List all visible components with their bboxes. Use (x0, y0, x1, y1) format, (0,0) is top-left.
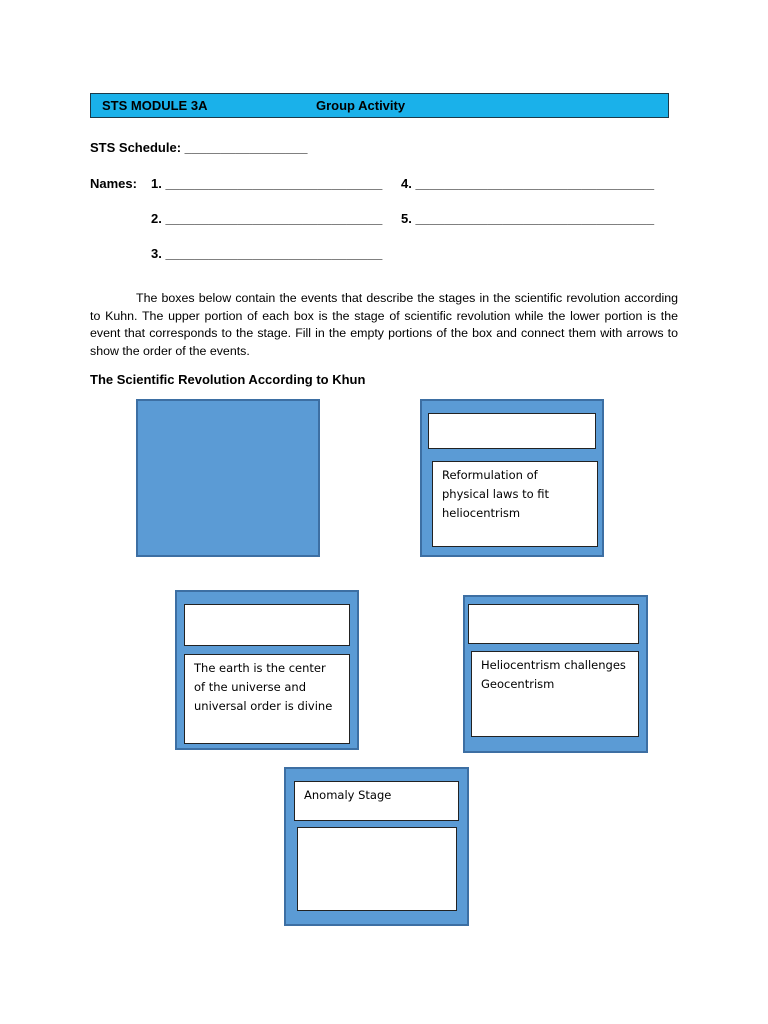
stage-box-5-stage-text: Anomaly Stage (304, 788, 392, 802)
module-title: STS MODULE 3A (102, 98, 208, 113)
names-label: Names: (90, 176, 137, 191)
instructions-text: The boxes below contain the events that describe the stages in the scientific revolution according to Kuhn. The upper portion of each box is the stage of scientific revolution while the lower portion is the event that corresponds to the stage. Fill in the empty portions of the box and connect them with arrows to show the order of the events. (90, 291, 678, 358)
stage-box-3-event (184, 654, 350, 744)
name-line-4[interactable]: 4. _________________________________ (401, 176, 655, 191)
stage-box-3-stage-field[interactable] (184, 604, 350, 646)
schedule-field[interactable]: STS Schedule: _________________ (90, 140, 308, 155)
stage-box-4-event-text: Heliocentrism challenges Geocentrism (481, 658, 626, 691)
stage-box-2-event (432, 461, 598, 547)
activity-title: Group Activity (316, 98, 406, 113)
name-line-2[interactable]: 2. ______________________________ (151, 211, 383, 226)
stage-box-4-event (471, 651, 639, 737)
section-title: The Scientific Revolution According to Khun (90, 372, 366, 387)
name-line-3[interactable]: 3. ______________________________ (151, 246, 383, 261)
name-line-1[interactable]: 1. ______________________________ (151, 176, 383, 191)
stage-box-3 (175, 590, 359, 750)
instructions-paragraph (90, 290, 678, 360)
stage-box-3-event-text: The earth is the center of the universe and universal order is divine (194, 661, 333, 713)
name-line-5[interactable]: 5. _________________________________ (401, 211, 655, 226)
module-header-bar (90, 93, 669, 118)
stage-box-2 (420, 399, 604, 557)
stage-box-4 (463, 595, 648, 753)
stage-box-4-stage-field[interactable] (468, 604, 639, 644)
stage-box-5-stage (294, 781, 459, 821)
stage-box-2-event-text: Reformulation of physical laws to fit heliocentrism (442, 468, 550, 520)
stage-box-5 (284, 767, 469, 926)
stage-box-1 (136, 399, 320, 557)
stage-box-5-event-field[interactable] (297, 827, 457, 911)
stage-box-2-stage-field[interactable] (428, 413, 596, 449)
